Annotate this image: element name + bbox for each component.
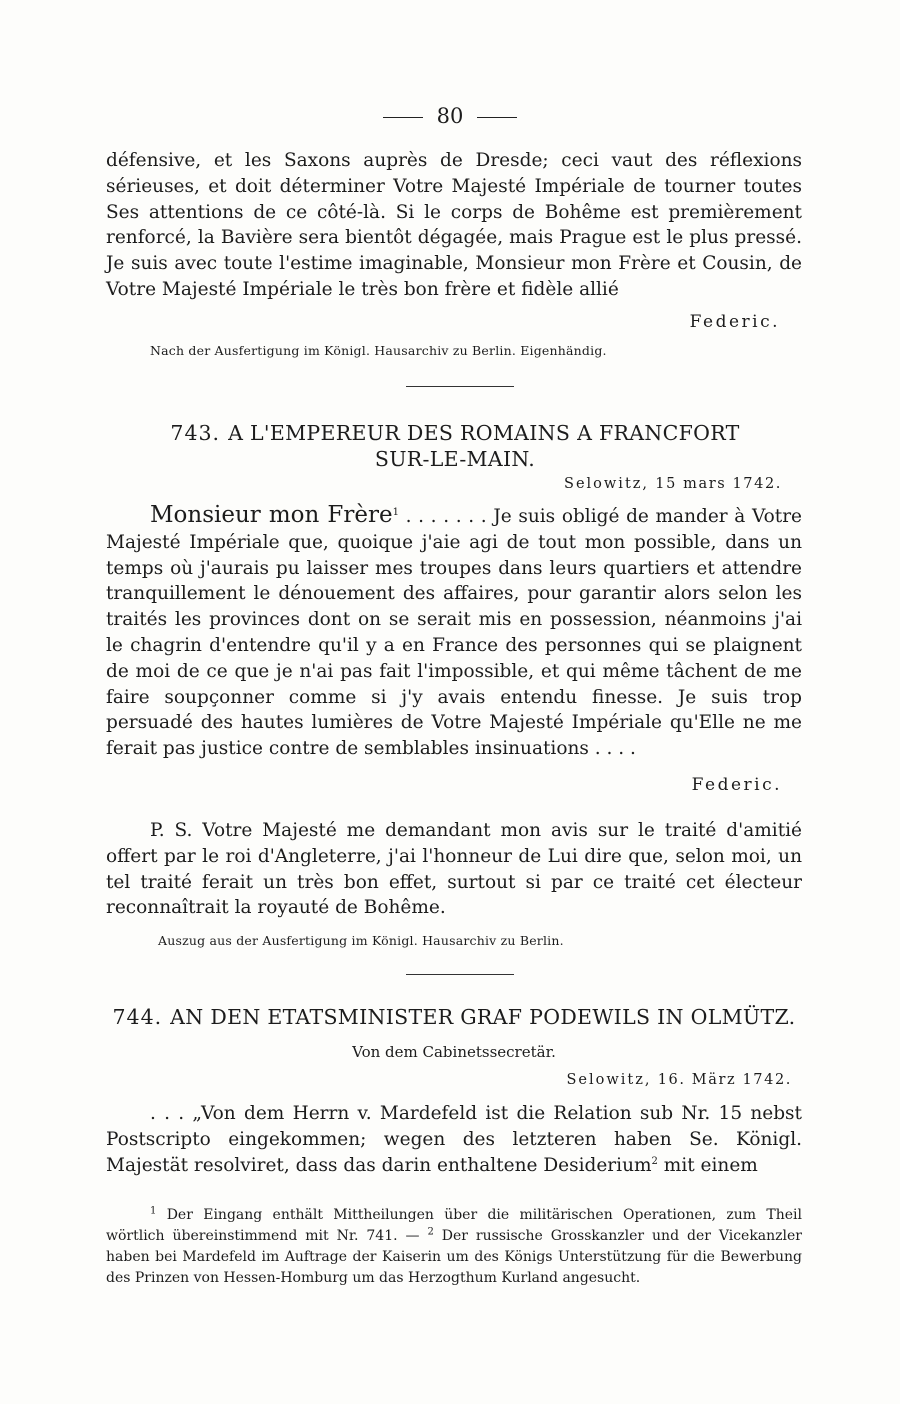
page-header bbox=[0, 104, 900, 128]
letter-742-continuation bbox=[106, 148, 802, 303]
letter-743-body bbox=[106, 503, 802, 762]
place: Selowitz, bbox=[564, 476, 650, 492]
letter-number: 744. bbox=[112, 1005, 163, 1029]
dateline-743 bbox=[106, 476, 782, 492]
body-text: . . . „Von dem Herrn v. Mardefeld ist die Relation sub Nr. 15 nebst Postscripto eingekommen; wegen des letzteren haben Se. Königl. Majestät resolviret, dass das darin enthaltene Desiderium bbox=[106, 1103, 802, 1176]
signature-743: Federic. bbox=[691, 775, 782, 795]
letter-744-body bbox=[106, 1101, 802, 1178]
source-note-743: Auszug aus der Ausfertigung im Königl. Hausarchiv zu Berlin. bbox=[158, 933, 564, 948]
paragraph bbox=[106, 1101, 802, 1178]
postscript: P. S. Votre Majesté me demandant mon avis sur le traité d'amitié offert par le roi d'Angleterre, j'ai l'honneur de Lui dire que, selon moi, un tel traité ferait un très bon effet, surtout si par ce traité cet électeur reconnaîtrait la royauté de Bohême. bbox=[106, 820, 802, 919]
date: 15 mars 1742. bbox=[655, 476, 782, 492]
body-text: mit einem bbox=[657, 1154, 758, 1176]
paragraph bbox=[106, 503, 802, 762]
page-number: 80 bbox=[436, 104, 464, 128]
letter-number: 743. bbox=[170, 421, 221, 445]
source-note-742: Nach der Ausfertigung im Königl. Hausarchiv zu Berlin. Eigenhändig. bbox=[150, 343, 607, 358]
heading-743-line1 bbox=[150, 420, 760, 446]
signature-742: Federic. bbox=[689, 312, 780, 332]
heading-text: A L'EMPEREUR DES ROMAINS A FRANCFORT bbox=[228, 421, 740, 445]
section-divider bbox=[406, 386, 514, 387]
footnote-1: Der Eingang enthält Mittheilungen über die militärischen Operationen, zum Theil wörtlich übereinstimmend mit Nr. 741. — bbox=[106, 1207, 802, 1244]
paragraph: défensive, et les Saxons auprès de Dresde; ceci vaut des réflexions sérieuses, et doit déterminer Votre Majesté Impériale de tourner toutes Ses attentions de ce côté-là. Si le corps de Bohême est premièrement renforcé, la Bavière sera bientôt dégagée, mais Prague est le plus pressé. Je suis avec toute l'estime imaginable, Monsieur mon Frère et Cousin, de Votre Majesté Impériale le très bon frère et fidèle allié bbox=[106, 150, 802, 300]
footnotes bbox=[106, 1205, 802, 1289]
body-text: . . . . . . . Je suis obligé de mander à Votre Majesté Impériale que, quoique j'aie agi de tout mon possible, dans un temps où j'aurais pu laisser mes troupes dans leurs quartiers et attendre tranquillement le dénouement des affaires, pour garantir alors selon les traités les provinces dont on se serait mis en possession, néanmoins j'ai le chagrin d'entendre qu'il y a en France des personnes qui se plaignent de moi de ce que je n'ai pas fait l'impossible, et qui même tâchent de me faire soupçonner comme si j'y avais entendu finesse. Je suis trop persuadé des hautes lumières de Votre Majesté Impériale qu'Elle ne me ferait pas justice contre de semblables insinuations . . . . bbox=[106, 506, 802, 760]
heading-text: AN DEN ETATSMINISTER GRAF PODEWILS IN OLMÜTZ. bbox=[170, 1005, 796, 1029]
footnote bbox=[106, 1205, 802, 1289]
heading-743 bbox=[150, 420, 760, 472]
footnote-2: Der russische Grosskanzler und der Vicekanzler haben bei Mardefeld im Auftrage der Kaiserin um des Königs Unterstützung für die Bewerbung des Prinzen von Hessen-Homburg um das Herzogthum Kurland angesucht. bbox=[106, 1228, 803, 1286]
footnote-mark: 1 bbox=[392, 506, 399, 518]
header-dash-left bbox=[383, 117, 423, 118]
footnote-mark: 2 bbox=[651, 1155, 658, 1167]
heading-743-line2: SUR-LE-MAIN. bbox=[374, 447, 536, 471]
section-divider bbox=[406, 974, 514, 975]
postscript-743 bbox=[106, 818, 802, 921]
salutation: Monsieur mon Frère bbox=[150, 502, 393, 528]
footnote-mark: 2 bbox=[427, 1226, 434, 1238]
footnote-mark: 1 bbox=[150, 1205, 157, 1217]
header-dash-right bbox=[477, 117, 517, 118]
dateline-744 bbox=[106, 1072, 792, 1088]
date: 16. März 1742. bbox=[657, 1072, 792, 1088]
place: Selowitz, bbox=[566, 1072, 652, 1088]
subtitle-744: Von dem Cabinetssecretär. bbox=[352, 1043, 556, 1061]
heading-744 bbox=[106, 1004, 802, 1030]
